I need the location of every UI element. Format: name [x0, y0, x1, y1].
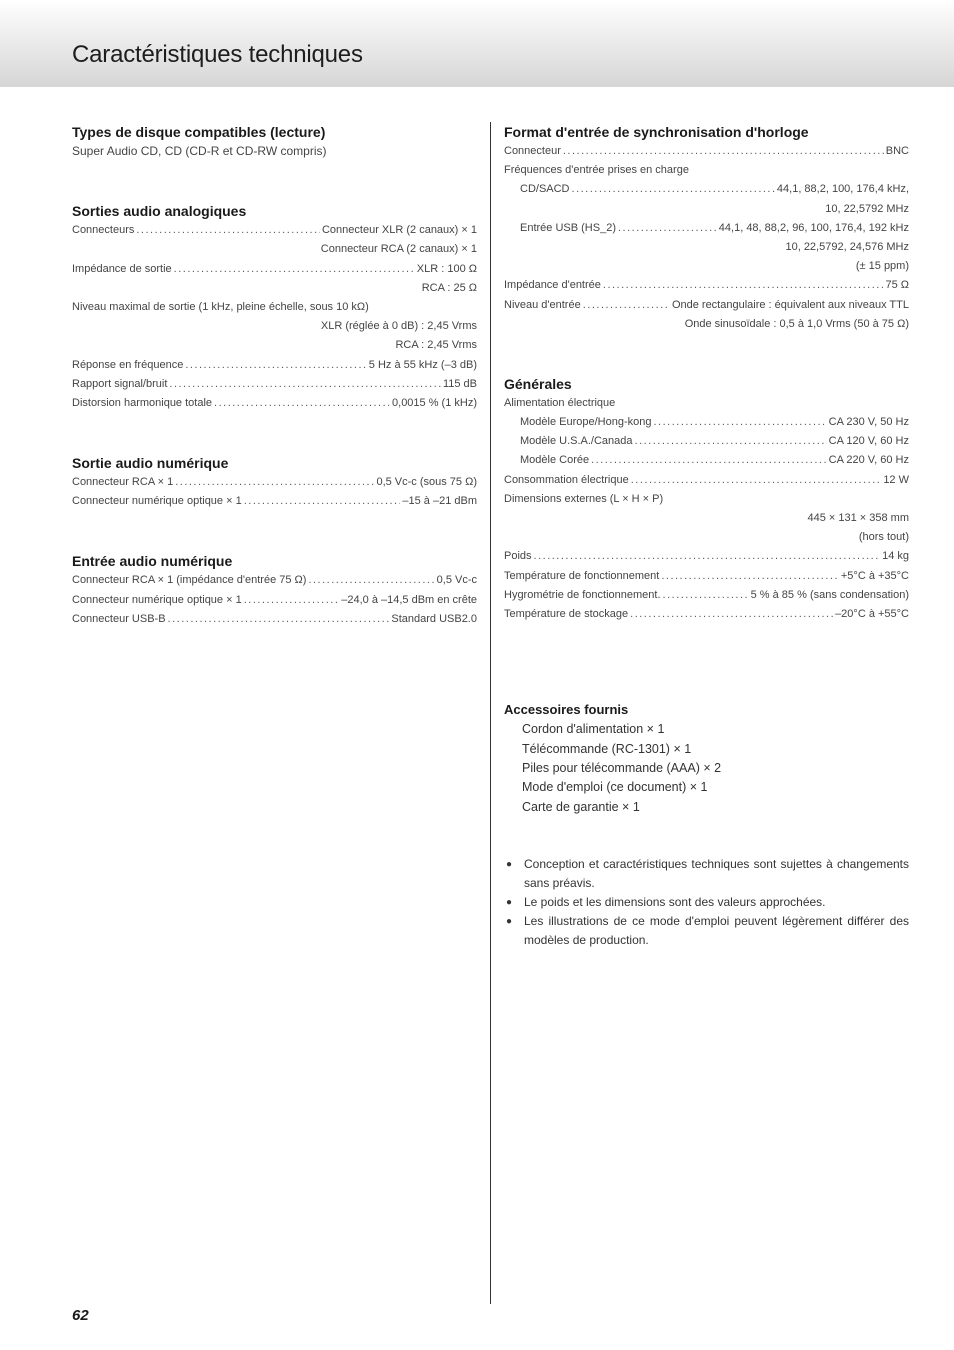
section-general [504, 374, 909, 624]
spec-label: Réponse en fréquence [72, 358, 184, 371]
spec-label: Connecteur RCA × 1 [72, 476, 174, 489]
spec-label: Dimensions externes (L × H × P) [504, 492, 664, 505]
section-disc-types [72, 122, 477, 161]
spec-value: 44,1, 48, 88,2, 96, 100, 176,4, 192 kHz [718, 221, 909, 234]
spec-label: Modèle U.S.A./Canada [520, 435, 633, 448]
dot-leader [136, 221, 320, 240]
dot-leader [572, 180, 775, 199]
note-text: Le poids et les dimensions sont des valeurs approchées. [524, 895, 826, 910]
section-digital-input [72, 551, 477, 629]
note-text: Les illustrations de ce mode d'emploi peuvent légèrement différer des modèles de production. [524, 914, 909, 948]
accessory-item: Cordon d'alimentation × 1 [522, 722, 665, 737]
page-header [0, 0, 954, 87]
spec-value-continued: RCA : 25 Ω [421, 281, 477, 294]
spec-value-continued: (± 15 ppm) [855, 260, 909, 273]
spec-value: –24,0 à –14,5 dBm en crête [341, 593, 477, 606]
spec-value: +5°C à +35°C [840, 569, 909, 582]
spec-row-frequency [72, 356, 477, 375]
spec-row-usb [72, 610, 477, 629]
spec-value: –20°C à +55°C [835, 607, 909, 620]
spec-value: 14 kg [882, 550, 909, 563]
dot-leader [534, 547, 881, 566]
spec-value: 5 Hz à 55 kHz (–3 dB) [368, 358, 477, 371]
dot-leader [618, 219, 717, 238]
accessory-item: Carte de garantie × 1 [522, 799, 640, 814]
dot-leader [244, 492, 401, 511]
dot-leader [244, 591, 340, 610]
spec-label: Niveau maximal de sortie (1 kHz, pleine échelle, sous 10 kΩ) [72, 300, 369, 313]
dot-leader [653, 413, 826, 432]
spec-label: Alimentation électrique [504, 396, 616, 409]
spec-value: 0,5 Vc-c [436, 574, 477, 587]
spec-row-storage-temp [504, 605, 909, 624]
spec-row-optical [72, 492, 477, 511]
spec-value-continued: 10, 22,5792 MHz [825, 202, 909, 215]
spec-row-rca [72, 473, 477, 492]
spec-label: Modèle Corée [520, 454, 590, 467]
bullet-icon: ● [506, 916, 513, 928]
note-item [504, 893, 909, 912]
spec-value: 12 W [883, 473, 909, 486]
spec-label: Niveau d'entrée [504, 298, 581, 311]
spec-value: 115 dB [442, 377, 477, 390]
notes-list [504, 855, 909, 950]
page-title: Caractéristiques techniques [72, 41, 363, 68]
spec-value: 0,0015 % (1 kHz) [392, 396, 477, 409]
spec-value-continued: 445 × 131 × 358 mm [807, 512, 909, 524]
spec-value: CA 220 V, 60 Hz [828, 454, 909, 467]
spec-label: Entrée USB (HS_2) [520, 221, 616, 234]
accessory-item: Télécommande (RC-1301) × 1 [522, 741, 692, 756]
spec-row-weight [504, 547, 909, 566]
page-number: 62 [72, 1307, 89, 1324]
spec-row-cd-sacd [504, 180, 909, 199]
spec-value-continued: Connecteur RCA (2 canaux) × 1 [320, 243, 477, 256]
dot-leader [630, 605, 833, 624]
spec-label: CD/SACD [520, 183, 570, 196]
section-analog-outputs [72, 201, 477, 413]
spec-label: Connecteur USB-B [72, 612, 166, 625]
spec-value: CA 230 V, 50 Hz [828, 416, 909, 429]
section-accessories [504, 700, 909, 817]
spec-row-rca [72, 571, 477, 590]
spec-value: 0,5 Vc-c (sous 75 Ω) [376, 476, 477, 489]
spec-label: Connecteur numérique optique × 1 [72, 495, 242, 508]
section-title: Sorties audio analogiques [72, 203, 247, 220]
spec-value: BNC [885, 145, 909, 157]
dot-leader [635, 432, 827, 451]
spec-row-humidity [504, 586, 909, 605]
bullet-icon: ● [506, 859, 513, 871]
dot-leader [185, 356, 366, 375]
spec-value: Onde rectangulaire : équivalent aux niveaux TTL [671, 298, 909, 311]
spec-value-continued: 10, 22,5792, 24,576 MHz [785, 240, 909, 253]
spec-row-level [504, 296, 909, 315]
spec-row-europe [504, 413, 909, 432]
note-item [504, 912, 909, 950]
spec-value-continued: RCA : 2,45 Vrms [395, 339, 477, 352]
accessory-item: Piles pour télécommande (AAA) × 2 [522, 760, 722, 775]
spec-row-operating-temp [504, 567, 909, 586]
spec-value-continued: Onde sinusoïdale : 0,5 à 1,0 Vrms (50 à 75 Ω) [684, 317, 909, 330]
section-title: Format d'entrée de synchronisation d'horloge [504, 124, 809, 140]
accessory-item: Mode d'emploi (ce document) × 1 [522, 780, 708, 795]
spec-label: Impédance d'entrée [504, 279, 601, 292]
spec-row-consumption [504, 471, 909, 490]
spec-row-optical [72, 591, 477, 610]
spec-value-continued: XLR (réglée à 0 dB) : 2,45 Vrms [320, 320, 477, 333]
spec-label: Connecteur [504, 145, 561, 157]
section-title: Types de disque compatibles (lecture) [72, 124, 326, 140]
spec-label: Poids [504, 550, 532, 563]
section-title: Accessoires fournis [504, 702, 629, 718]
dot-leader [591, 451, 827, 470]
spec-value: CA 120 V, 60 Hz [828, 435, 909, 448]
note-text: Conception et caractéristiques techniques sont sujettes à changements sans préavis. [524, 857, 909, 891]
spec-label: Modèle Europe/Hong-kong [520, 416, 652, 429]
dot-leader [175, 473, 374, 492]
dot-leader [583, 296, 670, 315]
spec-row-korea [504, 451, 909, 470]
spec-row-usa [504, 432, 909, 451]
spec-value-continued: (hors tout) [858, 531, 909, 544]
section-title: Sortie audio numérique [72, 455, 229, 472]
spec-row-thd [72, 394, 477, 413]
spec-label: Consommation électrique [504, 473, 629, 486]
spec-label: Température de stockage [504, 607, 629, 620]
dot-leader [563, 142, 884, 161]
spec-value: –15 à –21 dBm [402, 495, 477, 508]
dot-leader [308, 571, 434, 590]
column-divider [490, 122, 491, 1304]
spec-label: Connecteur RCA × 1 (impédance d'entrée 75 Ω) [72, 574, 307, 587]
bullet-icon: ● [506, 897, 513, 909]
right-column [504, 122, 909, 950]
spec-value: 75 Ω [885, 279, 909, 292]
dot-leader [631, 471, 882, 490]
note-item [504, 855, 909, 893]
section-digital-output [72, 453, 477, 511]
spec-label: Distorsion harmonique totale [72, 396, 213, 409]
spec-label: Impédance de sortie [72, 262, 172, 275]
dot-leader [169, 375, 441, 394]
left-column [72, 122, 477, 629]
dot-leader [603, 276, 884, 295]
spec-value: 5 % à 85 % (sans condensation) [750, 588, 909, 601]
dot-leader [214, 394, 390, 413]
dot-leader [174, 260, 415, 279]
spec-row-snr [72, 375, 477, 394]
spec-label: Hygrométrie de fonctionnement. [504, 588, 661, 601]
spec-label: Connecteurs [72, 224, 135, 237]
disc-types-text: Super Audio CD, CD (CD-R et CD-RW compris) [72, 144, 327, 158]
spec-label: Température de fonctionnement [504, 569, 660, 582]
dot-leader [663, 586, 749, 605]
spec-label: Fréquences d'entrée prises en charge [504, 164, 689, 177]
spec-label: Connecteur numérique optique × 1 [72, 593, 242, 606]
spec-row-connector [504, 142, 909, 161]
spec-value: Connecteur XLR (2 canaux) × 1 [321, 224, 477, 237]
section-title: Générales [504, 375, 572, 392]
spec-value: 44,1, 88,2, 100, 176,4 kHz, [776, 183, 909, 196]
dot-leader [168, 610, 390, 629]
spec-row-usb [504, 219, 909, 238]
spec-row-impedance [72, 260, 477, 279]
spec-value: XLR : 100 Ω [416, 262, 477, 275]
section-clock-sync [504, 122, 909, 334]
dot-leader [661, 567, 839, 586]
section-title: Entrée audio numérique [72, 553, 233, 570]
spec-value: Standard USB2.0 [391, 612, 477, 625]
spec-row-impedance [504, 276, 909, 295]
spec-row-connectors [72, 221, 477, 240]
spec-label: Rapport signal/bruit [72, 377, 168, 390]
